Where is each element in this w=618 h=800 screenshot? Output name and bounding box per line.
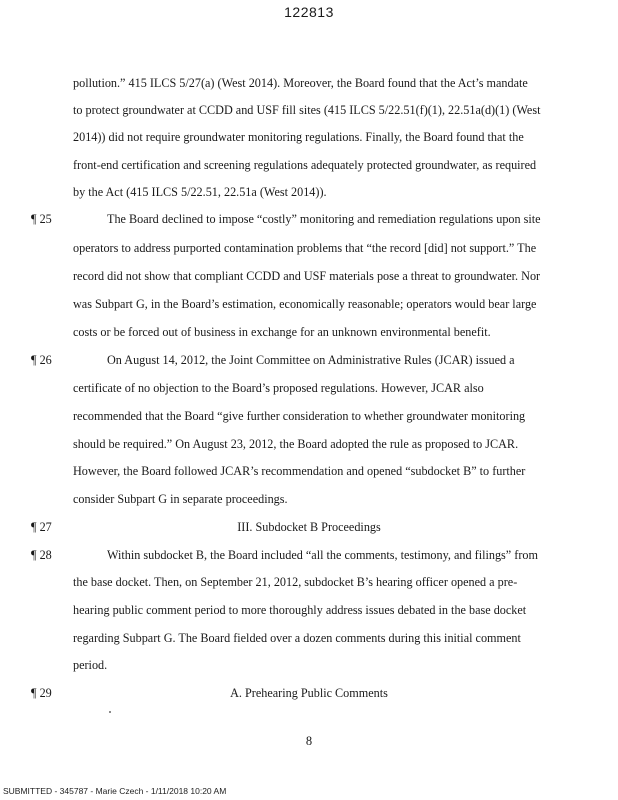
subsection-heading: A. Prehearing Public Comments [230, 686, 388, 700]
text-line: The Board declined to impose “costly” monitoring and remediation regulations upon site [107, 212, 541, 226]
page-number: 8 [305, 734, 313, 748]
text-line: costs or be forced out of business in exchange for an unknown environmental benefit. [73, 325, 491, 339]
text-line: was Subpart G, in the Board’s estimation, economically reasonable; operators would bear large [73, 297, 537, 311]
paragraph-mark-25: ¶ 25 [31, 212, 52, 226]
text-line: regarding Subpart G. The Board fielded over a dozen comments during this initial comment [73, 631, 521, 645]
text-line: pollution.” 415 ILCS 5/27(a) (West 2014). Moreover, the Board found that the Act’s mandate [73, 76, 528, 90]
text-line: consider Subpart G in separate proceedings. [73, 492, 288, 506]
paragraph-mark-27: ¶ 27 [31, 520, 52, 534]
paragraph-mark-29: ¶ 29 [31, 686, 52, 700]
text-line: 2014)) did not require groundwater monitoring regulations. Finally, the Board found that the [73, 130, 524, 144]
text-line: period. [73, 658, 108, 672]
text-line: to protect groundwater at CCDD and USF fill sites (415 ILCS 5/22.51(f)(1), 22.51a(d)(1) (West [73, 103, 541, 117]
text-line: by the Act (415 ILCS 5/22.51, 22.51a (West 2014)). [73, 185, 327, 199]
text-line: hearing public comment period to more thoroughly address issues debated in the base docket [73, 603, 527, 617]
text-line: Within subdocket B, the Board included “all the comments, testimony, and filings” from [107, 548, 538, 562]
text-line: certificate of no objection to the Board’s proposed regulations. However, JCAR also [73, 381, 484, 395]
text-line: record did not show that compliant CCDD and USF materials pose a threat to groundwater. Nor [73, 269, 541, 283]
scan-speck [109, 711, 111, 713]
section-heading: III. Subdocket B Proceedings [237, 520, 381, 534]
paragraph-mark-28: ¶ 28 [31, 548, 52, 562]
paragraph-mark-26: ¶ 26 [31, 353, 52, 367]
text-line: operators to address purported contamination problems that “the record [did] not support.” The [73, 241, 537, 255]
text-line: On August 14, 2012, the Joint Committee on Administrative Rules (JCAR) issued a [107, 353, 515, 367]
submission-stamp: SUBMITTED - 345787 - Marie Czech - 1/11/2018 10:20 AM [3, 786, 227, 796]
document-number: 122813 [284, 4, 334, 20]
text-line: the base docket. Then, on September 21, 2012, subdocket B’s hearing officer opened a pre- [73, 575, 518, 589]
text-line: front-end certification and screening regulations adequately protected groundwater, as required [73, 158, 537, 172]
text-line: recommended that the Board “give further consideration to whether groundwater monitoring [73, 409, 526, 423]
text-line: should be required.” On August 23, 2012, the Board adopted the rule as proposed to JCAR. [73, 437, 519, 451]
text-line: However, the Board followed JCAR’s recommendation and opened “subdocket B” to further [73, 464, 526, 478]
